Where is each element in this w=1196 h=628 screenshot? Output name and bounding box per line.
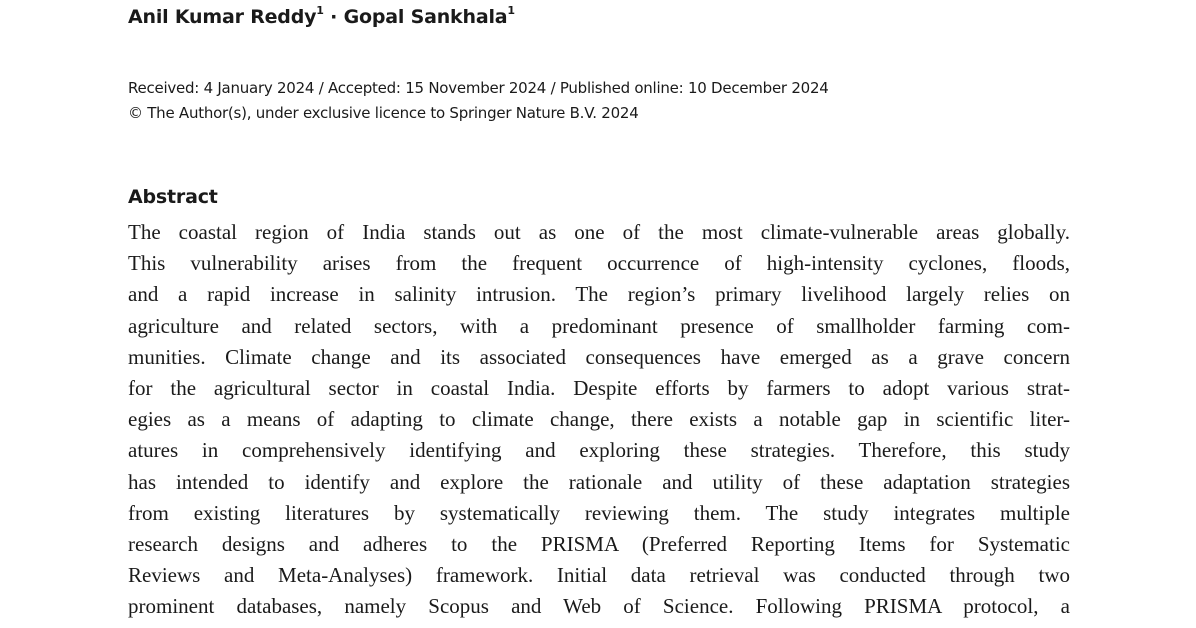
abstract-line: This vulnerability arises from the frequent occurrence of high-intensity cyclones, floods, <box>128 251 1070 276</box>
abstract-line: research designs and adheres to the PRISMA (Preferred Reporting Items for Systematic <box>128 531 1070 556</box>
abstract-body <box>128 217 1070 622</box>
abstract-line: has intended to identify and explore the rationale and utility of these adaptation strategies <box>128 469 1070 494</box>
copyright-notice: © The Author(s), under exclusive licence to Springer Nature B.V. 2024 <box>128 104 639 122</box>
abstract-line: for the agricultural sector in coastal India. Despite efforts by farmers to adopt various strat- <box>128 375 1070 400</box>
abstract-line: munities. Climate change and its associated consequences have emerged as a grave concern <box>128 344 1070 369</box>
affiliation-marker: 1 <box>507 4 515 17</box>
abstract-line: from existing literatures by systematically reviewing them. The study integrates multiple <box>128 500 1070 525</box>
affiliation-marker: 1 <box>316 4 324 17</box>
author-list <box>128 6 515 28</box>
abstract-line: egies as a means of adapting to climate change, there exists a notable gap in scientific liter- <box>128 407 1070 432</box>
abstract-line: atures in comprehensively identifying and exploring these strategies. Therefore, this study <box>128 438 1070 463</box>
author-separator: · <box>323 6 344 28</box>
abstract-line: and a rapid increase in salinity intrusion. The region’s primary livelihood largely relies on <box>128 282 1070 307</box>
author-name[interactable]: Anil Kumar Reddy <box>128 6 317 28</box>
abstract-line: agriculture and related sectors, with a predominant presence of smallholder farming com- <box>128 313 1070 338</box>
author-name[interactable]: Gopal Sankhala <box>343 6 508 28</box>
title-fragment <box>128 0 1068 4</box>
abstract-line: prominent databases, namely Scopus and Web of Science. Following PRISMA protocol, a <box>128 594 1070 619</box>
abstract-heading: Abstract <box>128 186 218 208</box>
abstract-line: The coastal region of India stands out as one of the most climate-vulnerable areas globally. <box>128 220 1070 244</box>
abstract-line: Reviews and Meta-Analyses) framework. Initial data retrieval was conducted through two <box>128 563 1070 588</box>
publication-dates: Received: 4 January 2024 / Accepted: 15 November 2024 / Published online: 10 December 2024 <box>128 79 829 97</box>
